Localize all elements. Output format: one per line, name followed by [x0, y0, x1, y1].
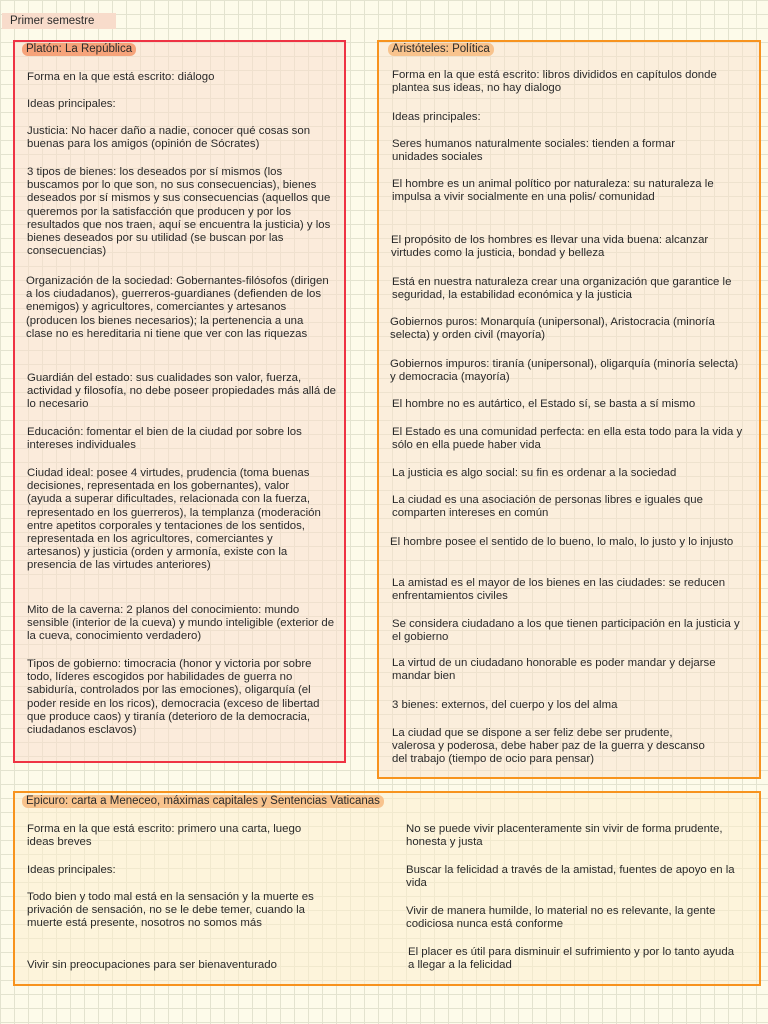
aristoteles-item: La ciudad que se dispone a ser feliz debe ser prudente, valerosa y poderosa, debe haber paz de la guerra y descanso del trabajo (tiempo de ocio para pensar) [392, 727, 705, 766]
aristoteles-item: Se considera ciudadano a los que tienen participación en la justicia y el gobierno [392, 618, 740, 644]
epicuro-item: Vivir sin preocupaciones para ser bienaventurado [27, 959, 277, 971]
epicuro-item: Buscar la felicidad a través de la amistad, fuentes de apoyo en la vida [406, 864, 735, 890]
aristoteles-item: La justicia es algo social: su fin es ordenar a la sociedad [392, 467, 677, 479]
aristoteles-item: La amistad es el mayor de los bienes en las ciudades: se reducen enfrentamientos civiles [392, 577, 726, 603]
aristoteles-item: El hombre no es autártico, el Estado sí, se basta a sí mismo [392, 398, 696, 410]
epicuro-ideas-label: Ideas principales: [27, 864, 116, 876]
platon-item: Organización de la sociedad: Gobernantes-filósofos (dirigen a los ciudadanos), guerreros-guardianes (defienden de los enemigos) y agricultores, comerciantes y artesanos (producen los bienes necesarios); la pertenencia a una clase no es hereditaria ni tiene que ver con las riquezas [26, 275, 329, 340]
platon-item: Ciudad ideal: posee 4 virtudes, prudencia (toma buenas decisiones, representada en los gobernantes), valor (ayuda a superar dificultades, relacionada con la fuerza, representado en los guerreros), la templanza (moderación entre apetitos corporales y tentaciones de los sentidos, representada en los agricultores, comerciantes y artesanos) y justicia (orden y armonía, existe con la presencia de las virtudes anteriores) [27, 467, 321, 572]
epicuro-item: No se puede vivir placenteramente sin vivir de forma prudente, honesta y justa [406, 823, 723, 849]
epicuro-title: Epicuro: carta a Meneceo, máximas capitales y Sentencias Vaticanas [22, 795, 384, 808]
aristoteles-title: Aristóteles: Política [388, 43, 494, 56]
platon-item: Justicia: No hacer daño a nadie, conocer qué cosas son buenas para los amigos (opinión de Sócrates) [27, 125, 311, 151]
epicuro-item: Vivir de manera humilde, lo material no es relevante, la gente codiciosa nunca está conforme [406, 905, 716, 931]
platon-item: 3 tipos de bienes: los deseados por sí mismos (los buscamos por lo que son, no sus consecuencias), bienes deseados por sí mismos y sus consecuencias (aquellos que queremos por la satisfacción que producen y por los resultados que nos traen, aquí se encuentra la justicia) y los bienes deseados por su utilidad (se buscan por las consecuencias) [27, 166, 331, 258]
aristoteles-item: La virtud de un ciudadano honorable es poder mandar y dejarse mandar bien [392, 657, 716, 683]
aristoteles-item: Gobiernos impuros: tiranía (unipersonal), oligarquía (minoría selecta) y democracia (mayoría) [390, 358, 739, 384]
aristoteles-item: El Estado es una comunidad perfecta: en ella esta todo para la vida y sólo en ella puede haber vida [392, 426, 743, 452]
aristoteles-ideas-label: Ideas principales: [392, 111, 481, 123]
platon-title: Platón: La República [22, 43, 136, 56]
aristoteles-item: El hombre posee el sentido de lo bueno, lo malo, lo justo y lo injusto [390, 536, 734, 548]
aristoteles-forma: Forma en la que está escrito: libros divididos en capítulos donde plantea sus ideas, no hay dialogo [392, 69, 717, 95]
aristoteles-item: Gobiernos puros: Monarquía (unipersonal), Aristocracia (minoría selecta) y orden civil (mayoría) [390, 316, 715, 342]
platon-forma: Forma en la que está escrito: diálogo [27, 71, 215, 83]
platon-item: Guardián del estado: sus cualidades son valor, fuerza, actividad y filosofía, no debe poseer propiedades más allá de lo necesario [27, 372, 337, 411]
epicuro-item: El placer es útil para disminuir el sufrimiento y por lo tanto ayuda a llegar a la felicidad [408, 946, 735, 972]
platon-item: Mito de la caverna: 2 planos del conocimiento: mundo sensible (interior de la cueva) y mundo inteligible (exterior de la cueva, conocimiento verdadero) [27, 604, 335, 643]
aristoteles-item: El hombre es un animal político por naturaleza: su naturaleza le impulsa a vivir socialmente en una polis/ comunidad [392, 178, 714, 204]
platon-item: Tipos de gobierno: timocracia (honor y victoria por sobre todo, líderes escogidos por habilidades de guerra no sabiduría, controlados por las emociones), oligarquía (el poder reside en los ricos), democracia (exceso de libertad que produce caos) y tiranía (deterioro de la democracia, ciudadanos esclavos) [27, 658, 320, 737]
aristoteles-item: 3 bienes: externos, del cuerpo y los del alma [392, 699, 618, 711]
platon-ideas-label: Ideas principales: [27, 98, 116, 110]
epicuro-forma: Forma en la que está escrito: primero una carta, luego ideas breves [27, 823, 302, 849]
epicuro-item: Todo bien y todo mal está en la sensación y la muerte es privación de sensación, no se le debe temer, cuando la muerte está presente, nosotros no somos más [27, 891, 314, 930]
aristoteles-item: La ciudad es una asociación de personas libres e iguales que comparten intereses en común [392, 494, 703, 520]
aristoteles-item: El propósito de los hombres es llevar una vida buena: alcanzar virtudes como la justicia, bondad y belleza [391, 234, 709, 260]
platon-item: Educación: fomentar el bien de la ciudad por sobre los intereses individuales [27, 426, 302, 452]
aristoteles-item: Seres humanos naturalmente sociales: tienden a formar unidades sociales [392, 138, 676, 164]
aristoteles-item: Está en nuestra naturaleza crear una organización que garantice le seguridad, la estabilidad económica y la justicia [392, 276, 732, 302]
page-title: Primer semestre [2, 13, 116, 29]
